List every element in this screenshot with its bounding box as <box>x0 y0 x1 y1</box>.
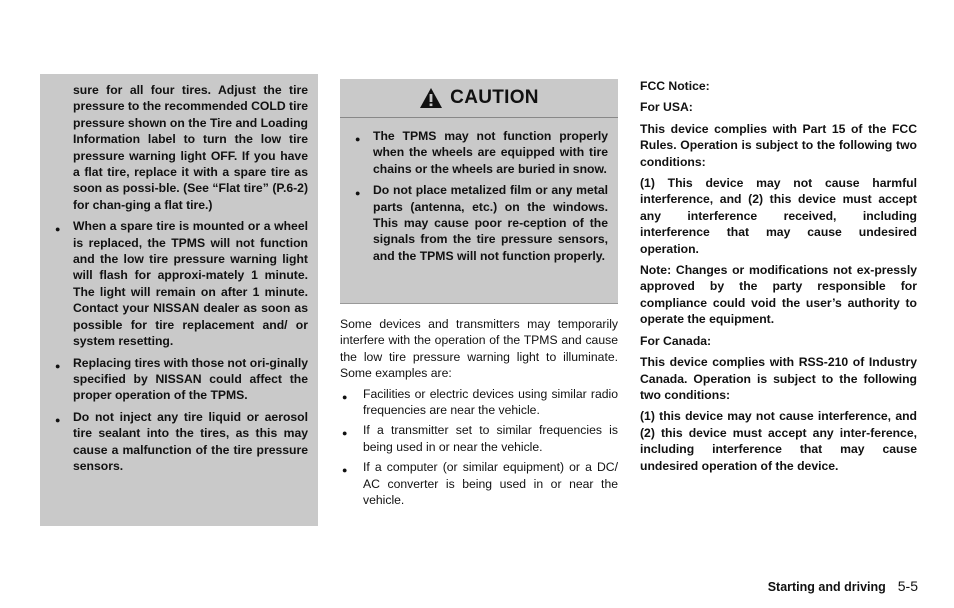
interference-intro: Some devices and transmitters may temporarily interfere with the operation of the TPMS and cause the low tire pressure warning light to illuminate. Some examples are: <box>340 317 618 381</box>
tire-pressure-lead-paragraph: sure for all four tires. Adjust the tire pressure to the recommended COLD tire pressure shown on the Tire and Loading Information label to turn the low tire pressure warning light OFF. If you have a flat tire, replace it with a spare tire as soon as possi-ble. (See “Flat tire” (P.6-2) for chan-ging a flat tire.) <box>73 83 309 212</box>
usa-conditions-paragraph: (1) This device may not cause harmful interference, and (2) this device must accept any interference received, including interference that may cause undesired operation. <box>640 176 917 256</box>
canada-compliance-paragraph: This device complies with RSS-210 of Industry Canada. Operation is subject to the following two conditions: <box>640 355 917 402</box>
interference-examples-list <box>340 386 618 509</box>
page-footer <box>768 578 918 594</box>
list-item-text: The TPMS may not function properly when the wheels are equipped with tire chains or the wheels are buried in snow. <box>373 129 608 176</box>
bullet-icon: ● <box>55 414 61 425</box>
fcc-notice-column <box>640 78 917 479</box>
warning-triangle-icon <box>419 87 443 109</box>
caution-box <box>340 79 618 304</box>
usa-heading: For USA: <box>640 100 693 115</box>
tire-info-box <box>40 74 318 526</box>
bullet-icon: ● <box>342 465 348 476</box>
list-item-text: Replacing tires with those not ori-ginally specified by NISSAN could affect the proper operation of the TPMS. <box>73 355 308 403</box>
list-item <box>50 355 308 404</box>
list-item <box>340 459 618 508</box>
bullet-icon: ● <box>55 360 61 371</box>
caution-header <box>340 79 618 118</box>
list-item <box>50 409 308 475</box>
list-item <box>350 182 608 264</box>
list-item-text: Facilities or electric devices using similar radio frequencies are near the vehicle. <box>363 386 618 418</box>
list-item-text: When a spare tire is mounted or a wheel is replaced, the TPMS will not function and the low tire pressure warning light will flash for approxi-mately 1 minute. The light will remain on after 1 minute. Contact your NISSAN dealer as soon as possible for tire replacement and/ or system resetting. <box>73 219 308 349</box>
modification-note-paragraph: Note: Changes or modifications not ex-pressly approved by the party responsible for compliance could void the user’s authority to operate the equipment. <box>640 263 917 327</box>
bullet-icon: ● <box>355 134 361 144</box>
bullet-icon: ● <box>342 391 348 402</box>
canada-heading: For Canada: <box>640 333 712 348</box>
list-item <box>340 386 618 419</box>
bullet-icon: ● <box>55 224 61 235</box>
interference-section <box>340 316 618 508</box>
middle-column <box>340 79 618 512</box>
list-item-text: If a transmitter set to similar frequencies is being used in or near the vehicle. <box>363 423 618 454</box>
usa-compliance-paragraph: This device complies with Part 15 of the FCC Rules. Operation is subject to the following two conditions: <box>640 121 917 169</box>
list-item-text: Do not inject any tire liquid or aerosol tire sealant into the tires, as this may cause a malfunction of the tire pressure sensors. <box>73 409 308 473</box>
list-item-text: Do not place metalized film or any metal parts (antenna, etc.) on the windows. This may cause poor re-ception of the signals from the tire pressure sensors, and the TPMS will not function properly. <box>373 183 608 263</box>
bullet-icon: ● <box>342 428 348 439</box>
page-number: 5-5 <box>897 578 918 594</box>
list-item <box>350 128 608 177</box>
fcc-notice-heading: FCC Notice: <box>640 79 710 93</box>
canada-conditions-paragraph: (1) this device may not cause interference, and (2) this device must accept any inter-ference, including interference that may cause undesired operation of the device. <box>640 409 917 473</box>
list-item-text: If a computer (or similar equipment) or a DC/ AC converter is being used in or near the vehicle. <box>363 460 618 508</box>
section-name: Starting and driving <box>767 580 886 594</box>
caution-title: CAUTION <box>450 87 539 108</box>
bullet-icon: ● <box>355 188 361 199</box>
tire-warnings-list <box>50 218 308 474</box>
list-item <box>50 218 308 349</box>
list-item <box>340 422 618 455</box>
caution-list <box>340 118 618 264</box>
